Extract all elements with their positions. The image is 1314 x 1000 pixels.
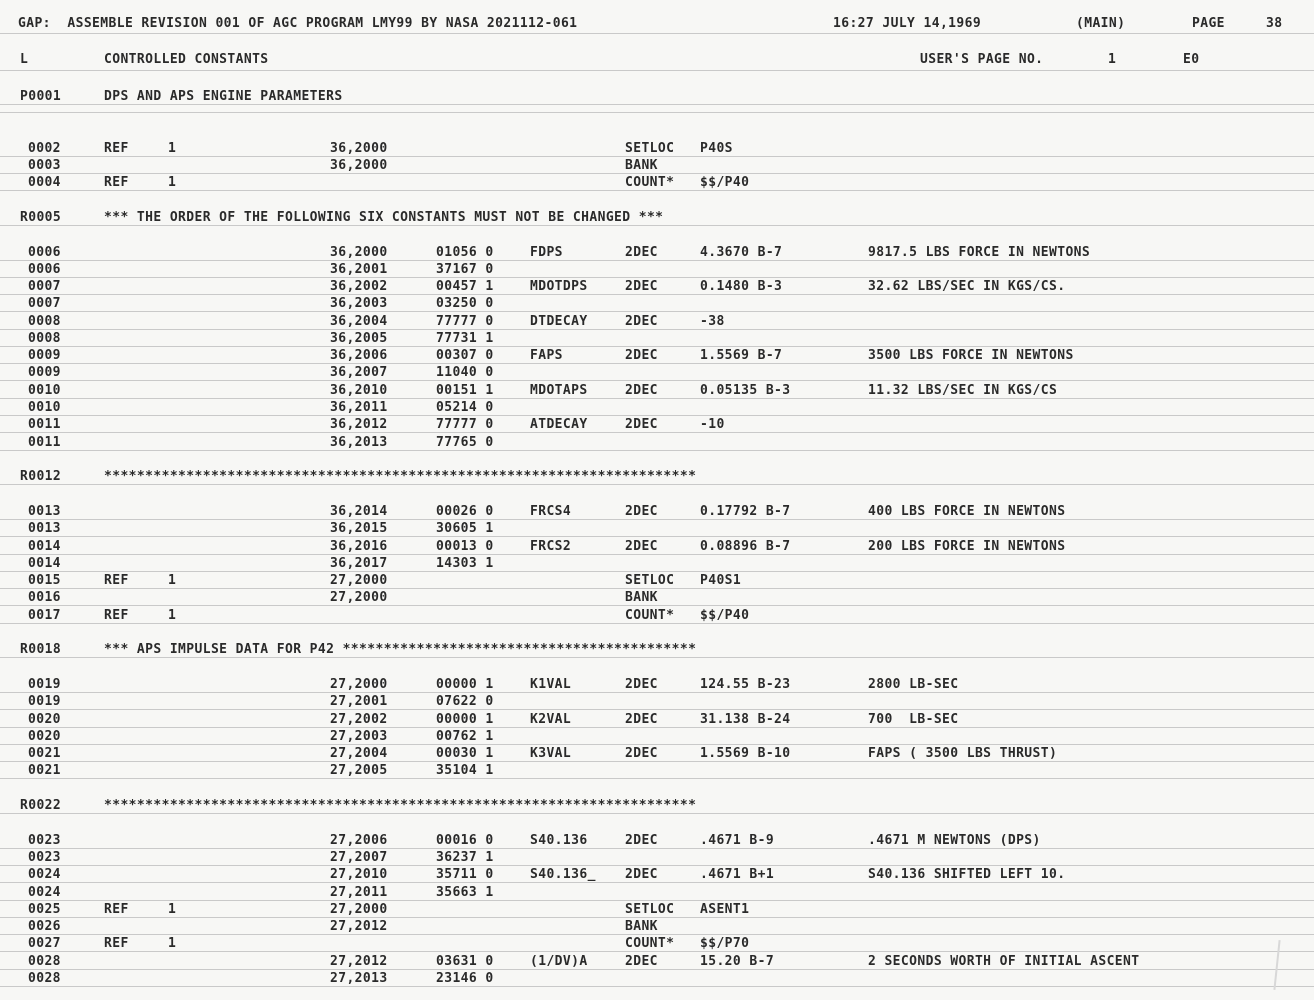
line-number: 0020 bbox=[28, 728, 61, 744]
operand: 1.5569 B-7 bbox=[700, 348, 783, 364]
opcode: BANK bbox=[625, 919, 658, 935]
symbol-label: MDOTAPS bbox=[530, 382, 588, 398]
opcode: 2DEC bbox=[625, 348, 658, 364]
memory-location: 27,2005 bbox=[330, 763, 388, 779]
operand: .4671 B-9 bbox=[700, 832, 775, 848]
symbol-label: FRCS2 bbox=[530, 538, 572, 554]
line-number: 0019 bbox=[28, 677, 61, 693]
comment: .4671 M NEWTONS (DPS) bbox=[868, 832, 1041, 848]
listing-row bbox=[0, 607, 1314, 625]
memory-location: 27,2011 bbox=[330, 884, 388, 900]
octal-word: 00030 1 bbox=[436, 746, 494, 762]
listing-row bbox=[0, 416, 1314, 434]
symbol-label: MDOTDPS bbox=[530, 279, 588, 295]
listing-remark-row bbox=[0, 88, 1314, 106]
memory-location: 36,2003 bbox=[330, 296, 388, 312]
memory-location: 36,2015 bbox=[330, 521, 388, 537]
memory-location: 36,2012 bbox=[330, 417, 388, 433]
memory-location: 27,2001 bbox=[330, 694, 388, 710]
memory-location: 27,2012 bbox=[330, 919, 388, 935]
line-number: 0028 bbox=[28, 953, 61, 969]
octal-word: 23146 0 bbox=[436, 971, 494, 986]
comment: 11.32 LBS/SEC IN KGS/CS bbox=[868, 382, 1058, 398]
opcode: 2DEC bbox=[625, 953, 658, 969]
memory-location: 36,2006 bbox=[330, 348, 388, 364]
memory-location: 27,2006 bbox=[330, 832, 388, 848]
line-number: 0023 bbox=[28, 850, 61, 866]
listing-row bbox=[0, 728, 1314, 746]
opcode: 2DEC bbox=[625, 538, 658, 554]
listing-row bbox=[0, 711, 1314, 729]
operand: -10 bbox=[700, 417, 725, 433]
comment: 2800 LB-SEC bbox=[868, 677, 959, 693]
opcode: BANK bbox=[625, 157, 658, 173]
memory-location: 27,2012 bbox=[330, 953, 388, 969]
opcode: 2DEC bbox=[625, 867, 658, 883]
opcode: 2DEC bbox=[625, 711, 658, 727]
operand: 0.05135 B-3 bbox=[700, 382, 791, 398]
symbol-label: S40.136 bbox=[530, 832, 588, 848]
operand: $$/P70 bbox=[700, 936, 750, 952]
ref-keyword: REF bbox=[104, 140, 129, 156]
line-number: 0007 bbox=[28, 279, 61, 295]
listing-row bbox=[0, 330, 1314, 348]
memory-location: 36,2016 bbox=[330, 538, 388, 554]
operand: .4671 B+1 bbox=[700, 867, 775, 883]
line-number: P0001 bbox=[20, 89, 62, 104]
line-number: 0028 bbox=[28, 971, 61, 986]
memory-location: 36,2017 bbox=[330, 555, 388, 571]
listing-row bbox=[0, 140, 1314, 158]
page-label: PAGE bbox=[1192, 16, 1225, 31]
operand: 4.3670 B-7 bbox=[700, 244, 783, 260]
octal-word: 00000 1 bbox=[436, 711, 494, 727]
line-number: R0012 bbox=[20, 469, 62, 485]
listing-row bbox=[0, 503, 1314, 521]
listing-row bbox=[0, 364, 1314, 382]
opcode: COUNT* bbox=[625, 175, 675, 191]
symbol-label: K1VAL bbox=[530, 677, 572, 693]
octal-word: 03250 0 bbox=[436, 296, 494, 312]
operand: $$/P40 bbox=[700, 607, 750, 623]
opcode: SETLOC bbox=[625, 901, 675, 917]
opcode: 2DEC bbox=[625, 417, 658, 433]
listing-row bbox=[0, 884, 1314, 902]
listing-row bbox=[0, 538, 1314, 556]
comment: S40.136 SHIFTED LEFT 10. bbox=[868, 867, 1066, 883]
octal-word: 00151 1 bbox=[436, 382, 494, 398]
ref-keyword: REF bbox=[104, 936, 129, 952]
octal-word: 77777 0 bbox=[436, 313, 494, 329]
ref-keyword: REF bbox=[104, 573, 129, 589]
remark-text: ************************************************************************ bbox=[104, 798, 697, 814]
line-number: 0009 bbox=[28, 348, 61, 364]
octal-word: 00000 1 bbox=[436, 677, 494, 693]
listing-remark-row bbox=[0, 468, 1314, 486]
line-number: 0025 bbox=[28, 901, 61, 917]
line-number: 0013 bbox=[28, 504, 61, 519]
line-number: 0024 bbox=[28, 884, 61, 900]
listing-remark-row bbox=[0, 209, 1314, 227]
listing-row bbox=[0, 399, 1314, 417]
ref-count: 1 bbox=[168, 175, 177, 191]
comment: 3500 LBS FORCE IN NEWTONS bbox=[868, 348, 1074, 364]
symbol-label: DTDECAY bbox=[530, 313, 588, 329]
line-number: 0021 bbox=[28, 763, 61, 779]
comment: FAPS ( 3500 LBS THRUST) bbox=[868, 746, 1058, 762]
comment: 9817.5 LBS FORCE IN NEWTONS bbox=[868, 244, 1091, 260]
operand: 0.08896 B-7 bbox=[700, 538, 791, 554]
line-number: 0015 bbox=[28, 573, 61, 589]
users-page-label: USER'S PAGE NO. bbox=[920, 52, 1044, 67]
operand: -38 bbox=[700, 313, 725, 329]
operand: P40S1 bbox=[700, 573, 742, 589]
memory-location: 27,2000 bbox=[330, 901, 388, 917]
line-number: 0023 bbox=[28, 832, 61, 848]
operand: P40S bbox=[700, 140, 733, 156]
ref-count: 1 bbox=[168, 936, 177, 952]
memory-location: 27,2013 bbox=[330, 971, 388, 986]
octal-word: 03631 0 bbox=[436, 953, 494, 969]
memory-location: 27,2010 bbox=[330, 867, 388, 883]
listing-row bbox=[0, 589, 1314, 607]
line-number: 0019 bbox=[28, 694, 61, 710]
line-number: 0006 bbox=[28, 244, 61, 260]
comment: 200 LBS FORCE IN NEWTONS bbox=[868, 538, 1066, 554]
memory-location: 36,2000 bbox=[330, 157, 388, 173]
octal-word: 77777 0 bbox=[436, 417, 494, 433]
line-number: 0010 bbox=[28, 382, 61, 398]
comment: 700 LB-SEC bbox=[868, 711, 959, 727]
listing-row bbox=[0, 901, 1314, 919]
opcode: 2DEC bbox=[625, 244, 658, 260]
octal-word: 35104 1 bbox=[436, 763, 494, 779]
line-number: 0021 bbox=[28, 746, 61, 762]
line-number: 0026 bbox=[28, 919, 61, 935]
line-number: 0007 bbox=[28, 296, 61, 312]
listing-row bbox=[0, 849, 1314, 867]
opcode: 2DEC bbox=[625, 746, 658, 762]
line-number: 0013 bbox=[28, 521, 61, 537]
listing-row bbox=[0, 745, 1314, 763]
page-number: 38 bbox=[1266, 16, 1283, 31]
symbol-label: S40.136_ bbox=[530, 867, 596, 883]
line-number: 0002 bbox=[28, 140, 61, 156]
remark-text: *** THE ORDER OF THE FOLLOWING SIX CONSTANTS MUST NOT BE CHANGED *** bbox=[104, 209, 664, 225]
memory-location: 36,2000 bbox=[330, 244, 388, 260]
listing-row bbox=[0, 157, 1314, 175]
opcode: 2DEC bbox=[625, 832, 658, 848]
memory-location: 27,2000 bbox=[330, 573, 388, 589]
opcode: COUNT* bbox=[625, 936, 675, 952]
memory-location: 36,2005 bbox=[330, 330, 388, 346]
line-number: 0017 bbox=[28, 607, 61, 623]
listing-row bbox=[0, 572, 1314, 590]
opcode: SETLOC bbox=[625, 573, 675, 589]
operand: 1.5569 B-10 bbox=[700, 746, 791, 762]
comment: 32.62 LBS/SEC IN KGS/CS. bbox=[868, 279, 1066, 295]
operand: 0.1480 B-3 bbox=[700, 279, 783, 295]
listing-row bbox=[0, 347, 1314, 365]
listing-row bbox=[0, 313, 1314, 331]
line-number: 0027 bbox=[28, 936, 61, 952]
assembly-mode: (MAIN) bbox=[1076, 16, 1126, 31]
ref-keyword: REF bbox=[104, 901, 129, 917]
symbol-label: K3VAL bbox=[530, 746, 572, 762]
operand: $$/P40 bbox=[700, 175, 750, 191]
remark-text: DPS AND APS ENGINE PARAMETERS bbox=[104, 89, 343, 104]
line-number: R0005 bbox=[20, 209, 62, 225]
octal-word: 01056 0 bbox=[436, 244, 494, 260]
memory-location: 27,2002 bbox=[330, 711, 388, 727]
line-number: 0016 bbox=[28, 590, 61, 606]
listing-row bbox=[0, 295, 1314, 313]
symbol-label: K2VAL bbox=[530, 711, 572, 727]
line-number: 0010 bbox=[28, 400, 61, 415]
memory-location: 36,2001 bbox=[330, 261, 388, 277]
memory-location: 36,2011 bbox=[330, 400, 388, 415]
listing-row bbox=[0, 832, 1314, 850]
listing-row bbox=[0, 382, 1314, 400]
listing-row bbox=[0, 174, 1314, 192]
memory-location: 27,2003 bbox=[330, 728, 388, 744]
listing-row bbox=[0, 918, 1314, 936]
operand: 0.17792 B-7 bbox=[700, 504, 791, 519]
line-number: 0004 bbox=[28, 175, 61, 191]
operand: 124.55 B-23 bbox=[700, 677, 791, 693]
line-number: 0006 bbox=[28, 261, 61, 277]
line-number: R0018 bbox=[20, 642, 62, 658]
opcode: COUNT* bbox=[625, 607, 675, 623]
memory-location: 36,2004 bbox=[330, 313, 388, 329]
opcode: 2DEC bbox=[625, 504, 658, 519]
octal-word: 00307 0 bbox=[436, 348, 494, 364]
section-header bbox=[0, 51, 1314, 69]
memory-location: 36,2000 bbox=[330, 140, 388, 156]
memory-location: 27,2004 bbox=[330, 746, 388, 762]
memory-location: 36,2002 bbox=[330, 279, 388, 295]
octal-word: 00457 1 bbox=[436, 279, 494, 295]
memory-location: 36,2013 bbox=[330, 434, 388, 450]
memory-location: 27,2000 bbox=[330, 590, 388, 606]
octal-word: 30605 1 bbox=[436, 521, 494, 537]
octal-word: 11040 0 bbox=[436, 365, 494, 381]
octal-word: 00013 0 bbox=[436, 538, 494, 554]
users-page-number: 1 bbox=[1108, 52, 1117, 67]
octal-word: 77731 1 bbox=[436, 330, 494, 346]
octal-word: 77765 0 bbox=[436, 434, 494, 450]
octal-word: 00026 0 bbox=[436, 504, 494, 519]
opcode: SETLOC bbox=[625, 140, 675, 156]
operand: ASENT1 bbox=[700, 901, 750, 917]
opcode: 2DEC bbox=[625, 382, 658, 398]
assembly-timestamp: 16:27 JULY 14,1969 bbox=[833, 16, 982, 31]
ref-keyword: REF bbox=[104, 175, 129, 191]
line-number: 0024 bbox=[28, 867, 61, 883]
paper-rule bbox=[0, 112, 1314, 113]
page-header bbox=[0, 15, 1314, 33]
symbol-label: ATDECAY bbox=[530, 417, 588, 433]
listing-row bbox=[0, 555, 1314, 573]
edition-code: E0 bbox=[1183, 52, 1200, 67]
paper-rule bbox=[0, 33, 1314, 34]
octal-word: 14303 1 bbox=[436, 555, 494, 571]
octal-word: 35663 1 bbox=[436, 884, 494, 900]
line-number: 0014 bbox=[28, 555, 61, 571]
listing-remark-row bbox=[0, 797, 1314, 815]
ref-count: 1 bbox=[168, 901, 177, 917]
octal-word: 07622 0 bbox=[436, 694, 494, 710]
octal-word: 00762 1 bbox=[436, 728, 494, 744]
memory-location: 27,2000 bbox=[330, 677, 388, 693]
comment: 2 SECONDS WORTH OF INITIAL ASCENT bbox=[868, 953, 1140, 969]
section-title: CONTROLLED CONSTANTS bbox=[104, 52, 269, 67]
line-number: 0011 bbox=[28, 417, 61, 433]
listing-row bbox=[0, 261, 1314, 279]
symbol-label: FDPS bbox=[530, 244, 563, 260]
memory-location: 36,2014 bbox=[330, 504, 388, 519]
remark-text: *** APS IMPULSE DATA FOR P42 ******************************************* bbox=[104, 642, 697, 658]
line-number: 0020 bbox=[28, 711, 61, 727]
line-number: 0008 bbox=[28, 330, 61, 346]
octal-word: 36237 1 bbox=[436, 850, 494, 866]
listing-row bbox=[0, 434, 1314, 452]
listing-remark-row bbox=[0, 641, 1314, 659]
operand: 15.20 B-7 bbox=[700, 953, 775, 969]
ref-count: 1 bbox=[168, 573, 177, 589]
line-number: 0014 bbox=[28, 538, 61, 554]
opcode: 2DEC bbox=[625, 279, 658, 295]
ref-count: 1 bbox=[168, 607, 177, 623]
listing-row bbox=[0, 953, 1314, 971]
line-number: 0009 bbox=[28, 365, 61, 381]
listing-row bbox=[0, 866, 1314, 884]
ref-keyword: REF bbox=[104, 607, 129, 623]
opcode: BANK bbox=[625, 590, 658, 606]
line-number: 0003 bbox=[28, 157, 61, 173]
log-marker: L bbox=[20, 52, 29, 67]
paper-rule bbox=[0, 70, 1314, 71]
operand: 31.138 B-24 bbox=[700, 711, 791, 727]
listing-row bbox=[0, 244, 1314, 262]
octal-word: 37167 0 bbox=[436, 261, 494, 277]
opcode: 2DEC bbox=[625, 313, 658, 329]
octal-word: 35711 0 bbox=[436, 867, 494, 883]
memory-location: 36,2007 bbox=[330, 365, 388, 381]
listing-row bbox=[0, 693, 1314, 711]
symbol-label: FAPS bbox=[530, 348, 563, 364]
symbol-label: (1/DV)A bbox=[530, 953, 588, 969]
ref-count: 1 bbox=[168, 140, 177, 156]
memory-location: 27,2007 bbox=[330, 850, 388, 866]
listing-row bbox=[0, 676, 1314, 694]
octal-word: 05214 0 bbox=[436, 400, 494, 415]
line-number: 0011 bbox=[28, 434, 61, 450]
line-number: 0008 bbox=[28, 313, 61, 329]
octal-word: 00016 0 bbox=[436, 832, 494, 848]
listing-row bbox=[0, 970, 1314, 988]
remark-text: ************************************************************************ bbox=[104, 469, 697, 485]
line-number: R0022 bbox=[20, 798, 62, 814]
opcode: 2DEC bbox=[625, 677, 658, 693]
memory-location: 36,2010 bbox=[330, 382, 388, 398]
listing-row bbox=[0, 278, 1314, 296]
listing-row bbox=[0, 935, 1314, 953]
assembly-title: GAP: ASSEMBLE REVISION 001 OF AGC PROGRAM LMY99 BY NASA 2021112-061 bbox=[18, 16, 578, 31]
comment: 400 LBS FORCE IN NEWTONS bbox=[868, 504, 1066, 519]
listing-row bbox=[0, 762, 1314, 780]
listing-row bbox=[0, 520, 1314, 538]
symbol-label: FRCS4 bbox=[530, 504, 572, 519]
